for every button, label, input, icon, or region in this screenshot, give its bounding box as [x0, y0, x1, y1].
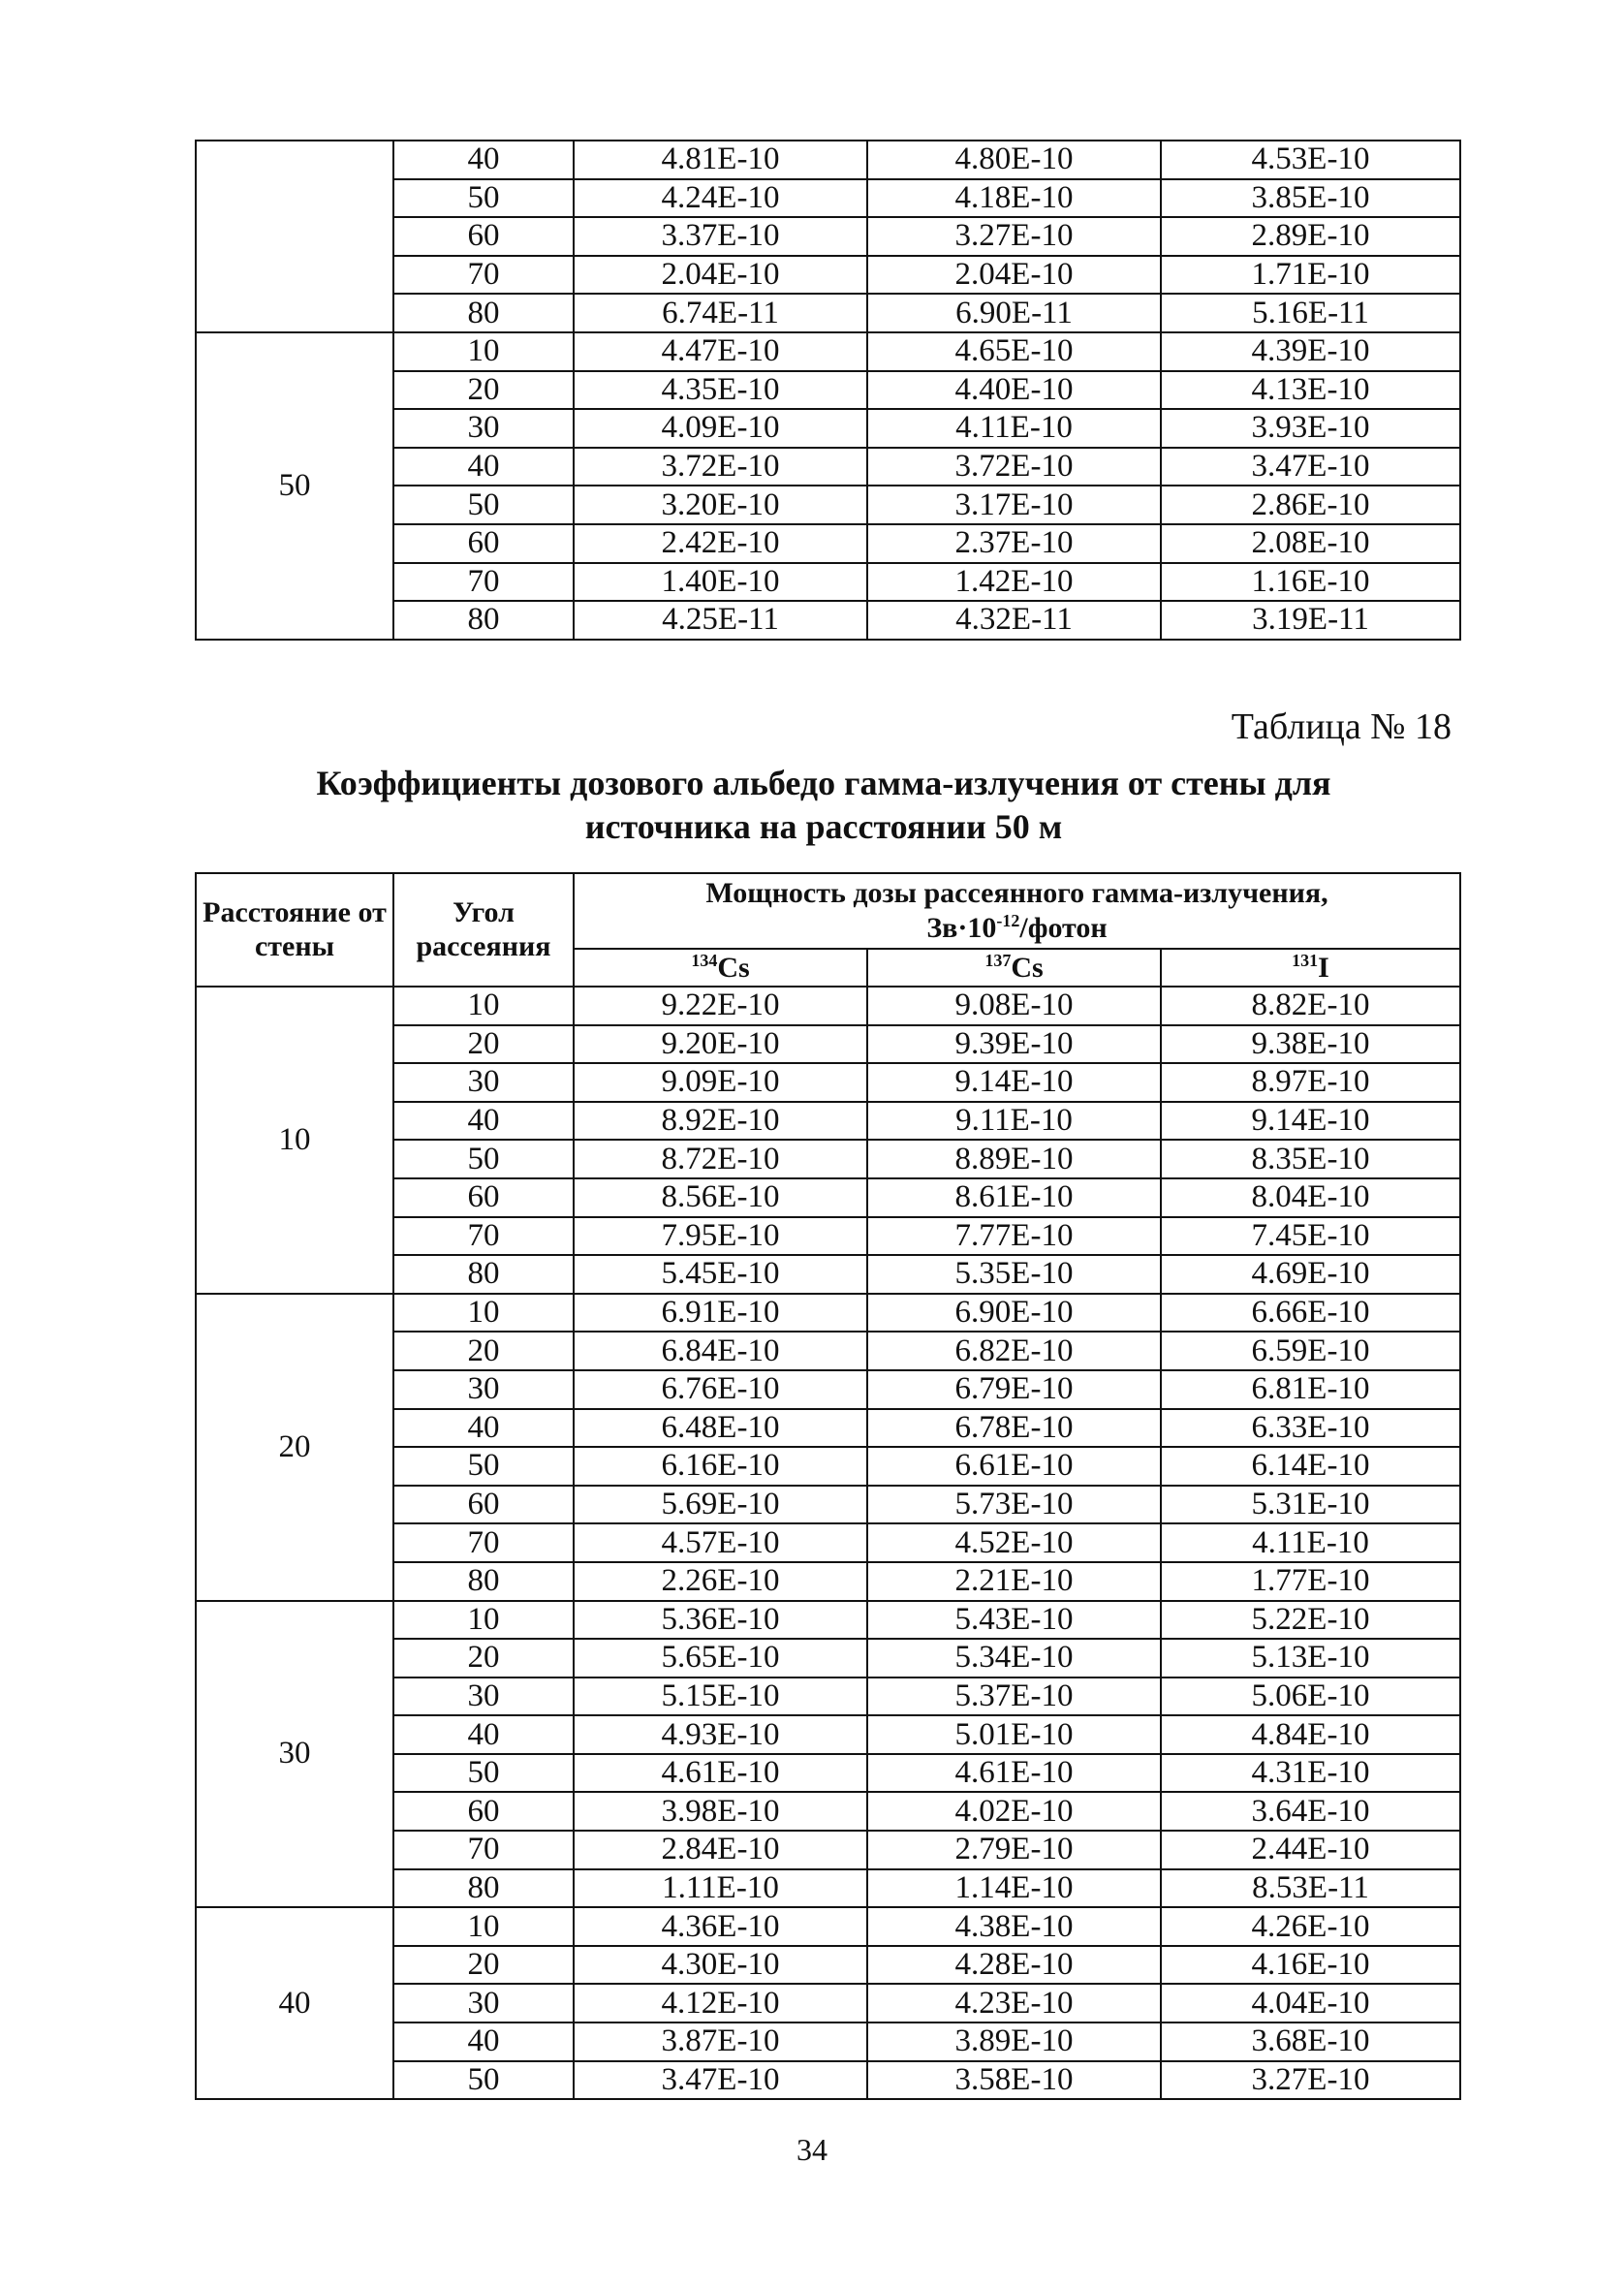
angle-cell: 50 [393, 486, 574, 524]
nuclide-symbol: Cs [1011, 951, 1044, 984]
angle-cell: 10 [393, 1907, 574, 1946]
value-cs137-cell: 4.40E-10 [867, 371, 1161, 410]
value-cs137-cell: 4.11E-10 [867, 409, 1161, 448]
table-row [196, 1294, 1460, 1333]
value-i131-cell: 6.33E-10 [1161, 1409, 1460, 1448]
value-cs137-cell: 4.18E-10 [867, 179, 1161, 218]
angle-cell: 40 [393, 141, 574, 179]
value-cs137-cell: 8.89E-10 [867, 1140, 1161, 1178]
value-cs137-cell: 9.08E-10 [867, 987, 1161, 1025]
albedo-table-header [196, 873, 1460, 987]
value-i131-cell: 6.81E-10 [1161, 1370, 1460, 1409]
angle-cell: 40 [393, 2022, 574, 2061]
angle-cell: 60 [393, 217, 574, 256]
distance-cell: 10 [196, 987, 393, 1294]
angle-cell: 70 [393, 1831, 574, 1869]
value-cs134-cell: 4.81E-10 [574, 141, 867, 179]
angle-cell: 10 [393, 1294, 574, 1333]
distance-cell: 20 [196, 1294, 393, 1601]
header-distance: Расстояние от стены [196, 873, 393, 987]
value-i131-cell: 9.38E-10 [1161, 1025, 1460, 1064]
distance-cell: 30 [196, 1601, 393, 1908]
angle-cell: 50 [393, 2061, 574, 2100]
value-cs134-cell: 2.04E-10 [574, 256, 867, 295]
value-cs137-cell: 3.17E-10 [867, 486, 1161, 524]
value-i131-cell: 4.04E-10 [1161, 1984, 1460, 2022]
table-row [196, 1601, 1460, 1640]
value-cs134-cell: 6.74E-11 [574, 294, 867, 332]
value-i131-cell: 4.16E-10 [1161, 1946, 1460, 1985]
value-cs134-cell: 4.93E-10 [574, 1715, 867, 1754]
value-i131-cell: 3.64E-10 [1161, 1792, 1460, 1831]
table-row [196, 141, 1460, 179]
unit-prefix: Зв·10 [926, 911, 997, 944]
value-i131-cell: 4.11E-10 [1161, 1523, 1460, 1562]
value-cs134-cell: 2.84E-10 [574, 1831, 867, 1869]
value-cs137-cell: 4.65E-10 [867, 332, 1161, 371]
angle-cell: 70 [393, 256, 574, 295]
value-i131-cell: 5.06E-10 [1161, 1678, 1460, 1716]
value-cs134-cell: 5.69E-10 [574, 1486, 867, 1524]
value-i131-cell: 1.71E-10 [1161, 256, 1460, 295]
angle-cell: 70 [393, 563, 574, 602]
value-i131-cell: 1.16E-10 [1161, 563, 1460, 602]
value-cs134-cell: 9.20E-10 [574, 1025, 867, 1064]
value-cs134-cell: 9.22E-10 [574, 987, 867, 1025]
angle-cell: 80 [393, 1562, 574, 1601]
angle-cell: 70 [393, 1217, 574, 1256]
value-cs134-cell: 8.92E-10 [574, 1102, 867, 1141]
angle-cell: 80 [393, 601, 574, 640]
angle-cell: 50 [393, 179, 574, 218]
value-i131-cell: 1.77E-10 [1161, 1562, 1460, 1601]
nuclide-symbol: Cs [717, 951, 750, 984]
value-i131-cell: 6.66E-10 [1161, 1294, 1460, 1333]
header-nuclide-cs134 [574, 949, 867, 987]
table-title-line-1: Коэффициенты дозового альбедо гамма-излучения от стены для [316, 764, 1331, 802]
angle-cell: 10 [393, 987, 574, 1025]
value-cs137-cell: 5.35E-10 [867, 1255, 1161, 1294]
value-cs137-cell: 9.11E-10 [867, 1102, 1161, 1141]
value-cs134-cell: 1.11E-10 [574, 1869, 867, 1908]
header-dose-unit [575, 911, 1459, 946]
value-cs137-cell: 6.90E-11 [867, 294, 1161, 332]
table-title-line-2: источника на расстоянии 50 м [584, 807, 1063, 846]
value-cs137-cell: 2.79E-10 [867, 1831, 1161, 1869]
value-i131-cell: 6.59E-10 [1161, 1332, 1460, 1370]
angle-cell: 60 [393, 524, 574, 563]
value-cs134-cell: 4.12E-10 [574, 1984, 867, 2022]
continuation-table [195, 140, 1461, 641]
value-cs134-cell: 6.84E-10 [574, 1332, 867, 1370]
value-cs134-cell: 4.61E-10 [574, 1754, 867, 1793]
nuclide-mass: 131 [1292, 950, 1319, 970]
albedo-table [195, 872, 1461, 2100]
value-cs137-cell: 6.82E-10 [867, 1332, 1161, 1370]
value-i131-cell: 8.04E-10 [1161, 1178, 1460, 1217]
value-cs134-cell: 8.56E-10 [574, 1178, 867, 1217]
value-i131-cell: 2.86E-10 [1161, 486, 1460, 524]
page-number: 34 [796, 2132, 828, 2167]
value-i131-cell: 4.84E-10 [1161, 1715, 1460, 1754]
angle-cell: 40 [393, 1102, 574, 1141]
angle-cell: 40 [393, 1409, 574, 1448]
value-i131-cell: 4.69E-10 [1161, 1255, 1460, 1294]
value-cs134-cell: 5.36E-10 [574, 1601, 867, 1640]
value-cs137-cell: 2.21E-10 [867, 1562, 1161, 1601]
continuation-table-body [196, 141, 1460, 640]
value-i131-cell: 5.16E-11 [1161, 294, 1460, 332]
value-cs137-cell: 1.42E-10 [867, 563, 1161, 602]
value-i131-cell: 3.27E-10 [1161, 2061, 1460, 2100]
angle-cell: 60 [393, 1178, 574, 1217]
value-cs137-cell: 5.34E-10 [867, 1639, 1161, 1678]
value-cs137-cell: 4.02E-10 [867, 1792, 1161, 1831]
angle-cell: 30 [393, 1063, 574, 1102]
nuclide-symbol: I [1318, 951, 1329, 984]
value-cs137-cell: 5.01E-10 [867, 1715, 1161, 1754]
value-cs134-cell: 3.98E-10 [574, 1792, 867, 1831]
value-cs134-cell: 6.76E-10 [574, 1370, 867, 1409]
value-cs134-cell: 3.72E-10 [574, 448, 867, 486]
value-i131-cell: 8.53E-11 [1161, 1869, 1460, 1908]
value-cs134-cell: 4.25E-11 [574, 601, 867, 640]
value-cs134-cell: 4.36E-10 [574, 1907, 867, 1946]
value-i131-cell: 4.13E-10 [1161, 371, 1460, 410]
value-cs137-cell: 5.43E-10 [867, 1601, 1161, 1640]
angle-cell: 30 [393, 1370, 574, 1409]
value-cs137-cell: 4.32E-11 [867, 601, 1161, 640]
value-cs134-cell: 3.20E-10 [574, 486, 867, 524]
angle-cell: 20 [393, 1639, 574, 1678]
value-cs134-cell: 4.47E-10 [574, 332, 867, 371]
header-angle: Угол рассеяния [393, 873, 574, 987]
value-i131-cell: 7.45E-10 [1161, 1217, 1460, 1256]
distance-cell [196, 141, 393, 332]
angle-cell: 10 [393, 1601, 574, 1640]
angle-cell: 50 [393, 1447, 574, 1486]
value-cs137-cell: 5.37E-10 [867, 1678, 1161, 1716]
value-cs137-cell: 5.73E-10 [867, 1486, 1161, 1524]
value-i131-cell: 4.31E-10 [1161, 1754, 1460, 1793]
value-cs134-cell: 3.87E-10 [574, 2022, 867, 2061]
value-cs134-cell: 4.30E-10 [574, 1946, 867, 1985]
value-cs137-cell: 4.61E-10 [867, 1754, 1161, 1793]
value-cs137-cell: 8.61E-10 [867, 1178, 1161, 1217]
value-cs137-cell: 4.52E-10 [867, 1523, 1161, 1562]
value-cs137-cell: 6.78E-10 [867, 1409, 1161, 1448]
value-cs134-cell: 9.09E-10 [574, 1063, 867, 1102]
value-cs134-cell: 8.72E-10 [574, 1140, 867, 1178]
angle-cell: 80 [393, 1255, 574, 1294]
angle-cell: 40 [393, 448, 574, 486]
value-cs134-cell: 5.65E-10 [574, 1639, 867, 1678]
angle-cell: 20 [393, 1025, 574, 1064]
angle-cell: 70 [393, 1523, 574, 1562]
value-cs137-cell: 2.37E-10 [867, 524, 1161, 563]
angle-cell: 60 [393, 1486, 574, 1524]
value-i131-cell: 5.22E-10 [1161, 1601, 1460, 1640]
value-i131-cell: 6.14E-10 [1161, 1447, 1460, 1486]
value-cs137-cell: 6.90E-10 [867, 1294, 1161, 1333]
angle-cell: 20 [393, 1332, 574, 1370]
distance-cell: 50 [196, 332, 393, 640]
value-i131-cell: 4.26E-10 [1161, 1907, 1460, 1946]
value-cs137-cell: 3.72E-10 [867, 448, 1161, 486]
value-i131-cell: 3.93E-10 [1161, 409, 1460, 448]
angle-cell: 30 [393, 1984, 574, 2022]
value-cs134-cell: 2.42E-10 [574, 524, 867, 563]
value-cs137-cell: 9.39E-10 [867, 1025, 1161, 1064]
value-cs137-cell: 3.58E-10 [867, 2061, 1161, 2100]
header-nuclide-i131 [1161, 949, 1460, 987]
nuclide-mass: 137 [984, 950, 1012, 970]
angle-cell: 50 [393, 1140, 574, 1178]
value-cs134-cell: 2.26E-10 [574, 1562, 867, 1601]
value-cs134-cell: 6.16E-10 [574, 1447, 867, 1486]
angle-cell: 80 [393, 1869, 574, 1908]
value-cs134-cell: 5.45E-10 [574, 1255, 867, 1294]
value-i131-cell: 2.44E-10 [1161, 1831, 1460, 1869]
value-i131-cell: 5.31E-10 [1161, 1486, 1460, 1524]
table-row [196, 987, 1460, 1025]
angle-cell: 20 [393, 371, 574, 410]
value-cs137-cell: 6.61E-10 [867, 1447, 1161, 1486]
nuclide-mass: 134 [691, 950, 718, 970]
value-cs134-cell: 3.47E-10 [574, 2061, 867, 2100]
value-cs137-cell: 6.79E-10 [867, 1370, 1161, 1409]
value-cs137-cell: 4.23E-10 [867, 1984, 1161, 2022]
value-cs134-cell: 6.91E-10 [574, 1294, 867, 1333]
value-cs134-cell: 7.95E-10 [574, 1217, 867, 1256]
value-i131-cell: 2.08E-10 [1161, 524, 1460, 563]
value-cs134-cell: 3.37E-10 [574, 217, 867, 256]
value-cs137-cell: 3.89E-10 [867, 2022, 1161, 2061]
distance-cell: 40 [196, 1907, 393, 2099]
value-cs137-cell: 9.14E-10 [867, 1063, 1161, 1102]
value-i131-cell: 3.47E-10 [1161, 448, 1460, 486]
value-i131-cell: 3.85E-10 [1161, 179, 1460, 218]
value-cs134-cell: 6.48E-10 [574, 1409, 867, 1448]
value-cs137-cell: 1.14E-10 [867, 1869, 1161, 1908]
value-cs134-cell: 4.57E-10 [574, 1523, 867, 1562]
value-cs134-cell: 4.09E-10 [574, 409, 867, 448]
unit-exponent: -12 [996, 910, 1020, 930]
value-i131-cell: 4.39E-10 [1161, 332, 1460, 371]
value-i131-cell: 2.89E-10 [1161, 217, 1460, 256]
value-i131-cell: 3.19E-11 [1161, 601, 1460, 640]
table-number-label: Таблица № 18 [1231, 706, 1452, 747]
value-cs137-cell: 3.27E-10 [867, 217, 1161, 256]
header-dose-rate [574, 873, 1460, 949]
table-row [196, 332, 1460, 371]
angle-cell: 80 [393, 294, 574, 332]
unit-suffix: /фотон [1019, 911, 1108, 944]
header-nuclide-cs137 [867, 949, 1161, 987]
angle-cell: 10 [393, 332, 574, 371]
value-cs134-cell: 1.40E-10 [574, 563, 867, 602]
value-cs137-cell: 2.04E-10 [867, 256, 1161, 295]
value-cs137-cell: 4.80E-10 [867, 141, 1161, 179]
value-cs137-cell: 4.38E-10 [867, 1907, 1161, 1946]
angle-cell: 50 [393, 1754, 574, 1793]
value-i131-cell: 3.68E-10 [1161, 2022, 1460, 2061]
angle-cell: 30 [393, 409, 574, 448]
value-cs134-cell: 4.35E-10 [574, 371, 867, 410]
value-cs137-cell: 4.28E-10 [867, 1946, 1161, 1985]
value-i131-cell: 8.82E-10 [1161, 987, 1460, 1025]
table-title [223, 762, 1424, 849]
angle-cell: 20 [393, 1946, 574, 1985]
value-i131-cell: 8.35E-10 [1161, 1140, 1460, 1178]
value-i131-cell: 9.14E-10 [1161, 1102, 1460, 1141]
value-i131-cell: 5.13E-10 [1161, 1639, 1460, 1678]
value-cs134-cell: 5.15E-10 [574, 1678, 867, 1716]
angle-cell: 60 [393, 1792, 574, 1831]
angle-cell: 40 [393, 1715, 574, 1754]
angle-cell: 30 [393, 1678, 574, 1716]
table-row [196, 1907, 1460, 1946]
value-i131-cell: 8.97E-10 [1161, 1063, 1460, 1102]
value-cs137-cell: 7.77E-10 [867, 1217, 1161, 1256]
albedo-table-body [196, 987, 1460, 2099]
header-dose-rate-text: Мощность дозы рассеянного гамма-излучения, [705, 877, 1328, 909]
value-cs134-cell: 4.24E-10 [574, 179, 867, 218]
value-i131-cell: 4.53E-10 [1161, 141, 1460, 179]
